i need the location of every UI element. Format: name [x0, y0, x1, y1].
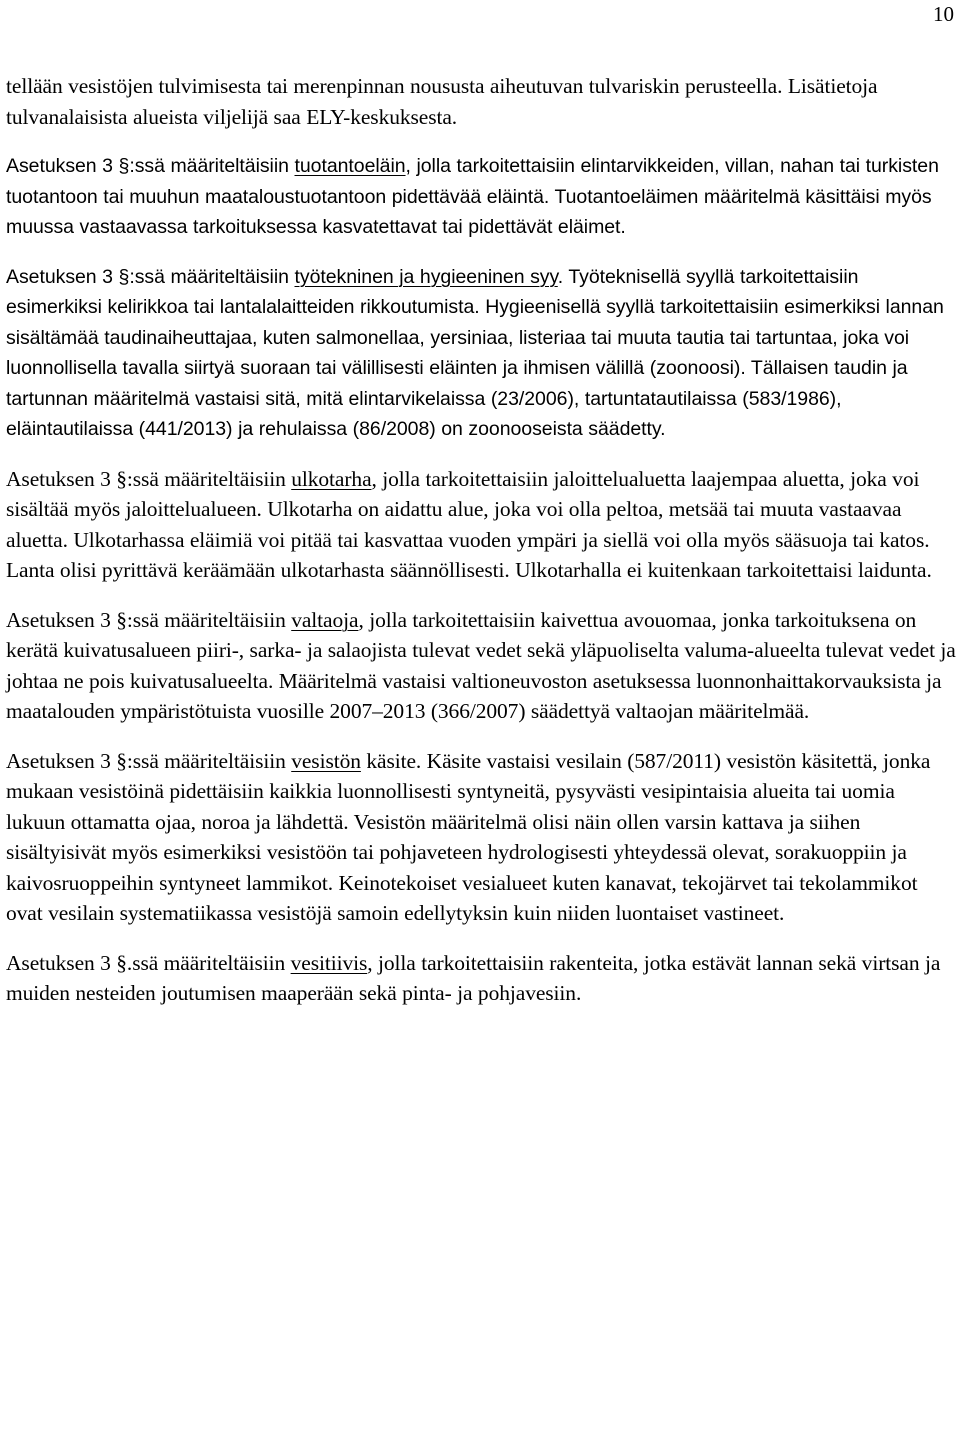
paragraph-vesisto — [6, 746, 956, 929]
defined-term: työtekninen ja hygieeninen syy — [294, 265, 558, 288]
paragraph-text: Asetuksen 3 §:ssä määriteltäisiin — [6, 748, 292, 773]
paragraph-tyotekninen-syy — [6, 262, 956, 445]
paragraph-gap — [6, 445, 956, 464]
paragraph-gap — [6, 132, 956, 151]
paragraph-tuotantoelain — [6, 151, 956, 243]
paragraph-gap — [6, 243, 956, 262]
paragraph-text: , jolla tarkoitettaisiin rakenteita, jotka estävät lannan sekä virtsan ja muiden nesteiden joutumisen maaperään sekä pinta- ja pohjavesiin. — [6, 950, 941, 1005]
document-body — [6, 71, 956, 1009]
defined-term: vesistön — [291, 748, 361, 773]
paragraph-text: käsite. Käsite vastaisi vesilain (587/2011) vesistön käsitettä, jonka mukaan vesistöinä pidettäisiin kaikkia luonnollisesti syntyneitä, pysyvästi vesipintaisia alueita tai uomia lukuun ottamatta ojaa, noroa ja lähdettä. Vesistön määritelmä olisi näin ollen varsin kattava ja siihen sisältyisivät myös esimerkiksi vesistöön tai pohjaveteen hydrologisesti yhteydessä olevat, sorakuoppiin ja kaivosruoppeihin syntyneet lammikot. Keinotekoiset vesialueet kuten kanavat, tekojärvet tai tekolammikot ovat vesilain systematiikassa vesistöjä samoin edellytyksin kuin niiden luontaiset vastineet. — [6, 748, 931, 925]
paragraph-text: tellään vesistöjen tulvimisesta tai merenpinnan noususta aiheutuvan tulvariskin perusteella. Lisätietoja tulvanalaisista alueista viljelijä saa ELY-keskuksesta. — [6, 74, 878, 129]
defined-term: valtaoja — [291, 607, 359, 632]
paragraph-text: . Työteknisellä syyllä tarkoitettaisiin esimerkiksi kelirikkoa tai lantalalaitteiden rikkoutumista. Hygieenisellä syyllä tarkoitettaisiin esimerkiksi lannan sisältämää taudinaiheuttajaa, kuten salmonellaa, yersiniaa, listeriaa tai muuta tautia tai tartuntaa, joka voi luonnollisella tavalla siirtyä suoraan tai välillisesti eläinten ja ihmisen välillä (zoonoosi). Tällaisen taudin ja tartunnan määritelmä vastaisi sitä, mitä elintarvikelaissa (23/2006), tartuntatautilaissa (583/1986), eläintautilaissa (441/2013) ja rehulaissa (86/2008) on zoonooseista säädetty. — [6, 265, 944, 440]
paragraph-text: , jolla tarkoitettaisiin kaivettua avouomaa, jonka tarkoituksena on kerätä kuivatusalueen piiri-, sarka- ja salaojista tulevat vedet sekä yläpuoliselta valuma-alueelta tulevat vedet ja johtaa ne pois kuivatusalueelta. Määritelmä vastaisi valtioneuvoston asetuksessa luonnonhaittakorvauksista ja maatalouden ympäristötuista vuosille 2007–2013 (366/2007) säädettyä valtaojan määritelmää. — [6, 607, 956, 723]
paragraph-text: Asetuksen 3 §:ssä määriteltäisiin — [6, 155, 295, 177]
defined-term: vesitiivis — [290, 950, 368, 975]
paragraph-text: , jolla tarkoitettaisiin elintarvikkeiden, villan, nahan tai turkisten tuotantoon tai muuhun maataloustuotantoon pidettävää eläintä. Tuotantoeläimen määritelmä käsittäisi myös muussa vastaavassa tarkoituksessa kasvatettavat tai pidettävät eläimet. — [6, 155, 939, 238]
page-number: 10 — [933, 2, 954, 26]
paragraph-text: Asetuksen 3 §:ssä määriteltäisiin — [6, 607, 292, 632]
paragraph-ulkotarha — [6, 464, 956, 586]
paragraph-vesitiivis — [6, 948, 956, 1009]
paragraph-flood-risk — [6, 71, 956, 132]
paragraph-text: Asetuksen 3 §:ssä määriteltäisiin — [6, 466, 292, 491]
paragraph-gap — [6, 929, 956, 948]
paragraph-gap — [6, 727, 956, 746]
paragraph-valtaoja — [6, 605, 956, 727]
paragraph-text: Asetuksen 3 §:ssä määriteltäisiin — [6, 265, 295, 288]
defined-term: ulkotarha — [291, 466, 372, 491]
defined-term: tuotantoeläin — [294, 155, 406, 177]
paragraph-gap — [6, 586, 956, 605]
paragraph-text: , jolla tarkoitettaisiin jaloittelualuetta laajempaa aluetta, joka voi sisältää myös jaloittelualueen. Ulkotarha on aidattu alue, joka voi olla peltoa, metsää tai muuta vastaavaa aluetta. Ulkotarhassa eläimiä voi pitää tai kasvattaa vuoden ympäri ja siellä voi olla myös sääsuoja tai katos. Lanta olisi pyrittävä keräämään ulkotarhasta säännöllisesti. Ulkotarhalla ei kuitenkaan tarkoitettaisi laidunta. — [6, 466, 932, 582]
paragraph-text: Asetuksen 3 §.ssä määriteltäisiin — [6, 950, 291, 975]
